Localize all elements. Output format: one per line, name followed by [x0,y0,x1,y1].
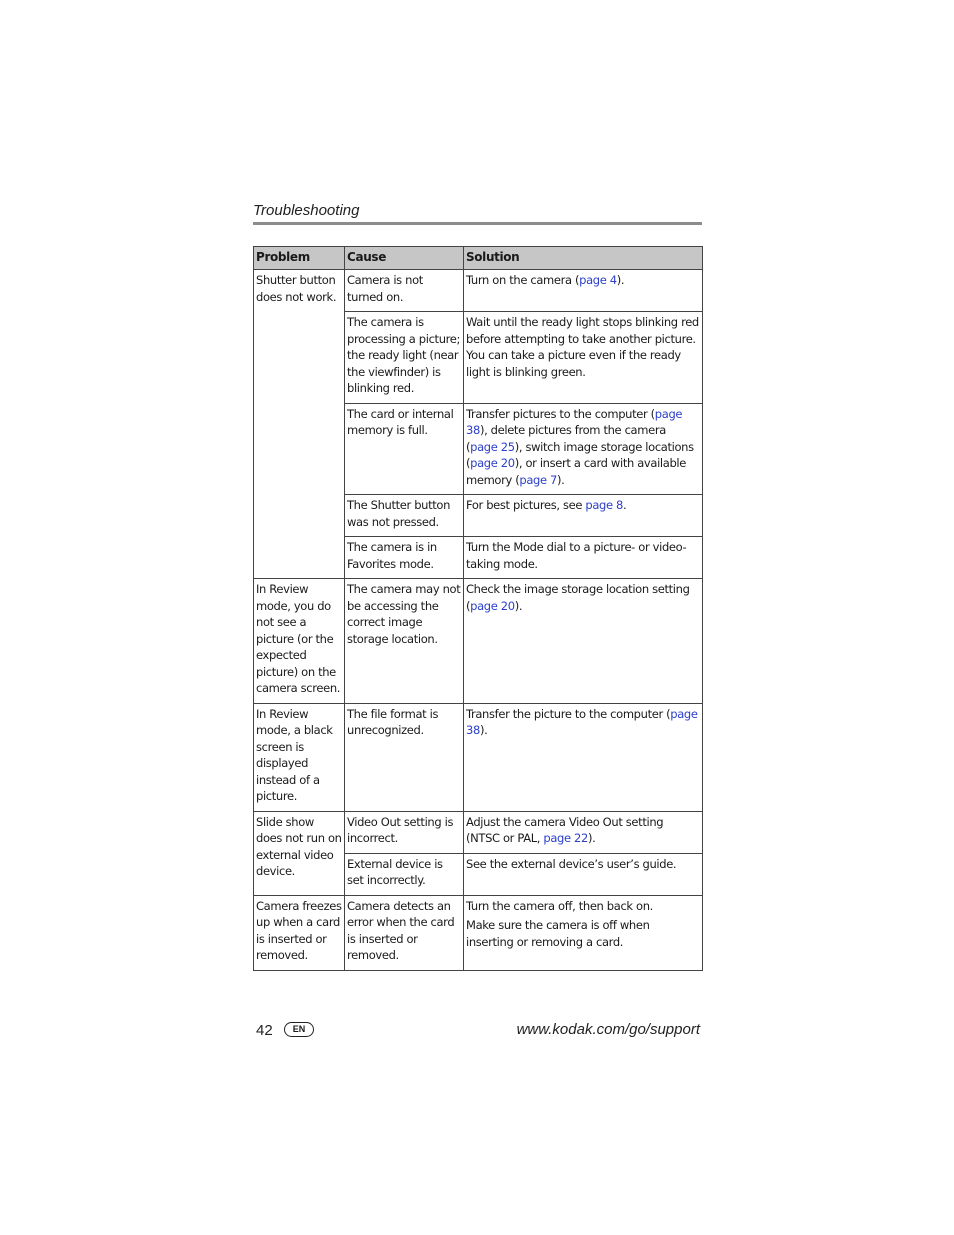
cause-cell: Camera is not turned on. [345,270,464,312]
solution-text: ), or insert a card with available memory ( [466,456,686,487]
table-row [254,579,703,704]
solution-text: ). [514,598,523,613]
solution-text: . [622,498,627,512]
solution-text: Wait until the ready light stops blinking red before attempting to take another picture. You can take a picture even if the ready light is blinking green. [466,315,699,379]
solution-cell [464,703,703,811]
header-divider [253,222,702,225]
solution-paragraph [466,539,700,572]
solution-text: Make sure the camera is off when inserting or removing a card. [466,918,650,949]
cause-cell: External device is set incorrectly. [345,853,464,895]
solution-text: Turn the Mode dial to a picture- or video-taking mode. [466,540,687,571]
page-reference-link[interactable]: page 22 [543,831,588,845]
column-header-cause: Cause [345,247,464,270]
solution-paragraph [466,706,700,739]
cause-cell: The card or internal memory is full. [345,403,464,495]
table-row [254,703,703,811]
problem-cell: Slide show does not run on external video device. [254,811,345,895]
solution-cell [464,537,703,579]
page-reference-link[interactable]: page 20 [470,456,515,470]
solution-cell [464,403,703,495]
solution-cell [464,312,703,404]
solution-text: Transfer pictures to the computer ( [466,406,655,421]
cause-cell: The Shutter button was not pressed. [345,495,464,537]
column-header-problem: Problem [254,247,345,270]
support-url[interactable]: www.kodak.com/go/support [516,1021,700,1038]
cause-cell: The camera is in Favorites mode. [345,537,464,579]
problem-cell: Shutter button does not work. [254,270,345,579]
solution-text: For best pictures, see [466,498,586,512]
solution-paragraph [466,406,700,489]
table-row [254,811,703,853]
solution-cell [464,895,703,970]
page-reference-link[interactable]: page 4 [579,273,617,287]
solution-paragraph [466,917,700,950]
table-row [254,895,703,970]
solution-cell [464,853,703,895]
problem-cell: In Review mode, you do not see a picture (or the expected picture) on the camera screen. [254,579,345,704]
table-row [254,270,703,312]
solution-cell [464,495,703,537]
troubleshooting-table [253,246,703,971]
problem-cell: In Review mode, a black screen is displayed instead of a picture. [254,703,345,811]
page-reference-link[interactable]: page 38 [466,406,683,437]
solution-text: ), switch image storage locations ( [466,439,694,470]
cause-cell: The camera is processing a picture; the ready light (near the viewfinder) is blinking red. [345,312,464,404]
table-body [254,270,703,971]
solution-cell [464,579,703,704]
solution-paragraph [466,898,700,915]
solution-text: Check the image storage location setting ( [466,582,690,613]
solution-cell [464,270,703,312]
page-number: 42 [256,1022,273,1039]
page-reference-link[interactable]: page 38 [466,706,698,737]
page-reference-link[interactable]: page 25 [470,439,515,454]
page-reference-link[interactable]: page 8 [585,498,623,512]
solution-paragraph [466,497,700,514]
solution-text: Adjust the camera Video Out setting (NTSC or PAL, [466,814,664,845]
solution-paragraph [466,856,700,873]
column-header-solution: Solution [464,247,703,270]
solution-text: Turn on the camera ( [466,273,580,287]
solution-text: ). [557,472,565,487]
solution-text: ), delete pictures from the camera ( [466,423,666,454]
solution-paragraph [466,581,700,614]
cause-cell: Video Out setting is incorrect. [345,811,464,853]
table-header-row [254,247,703,270]
cause-cell: The file format is unrecognized. [345,703,464,811]
page-reference-link[interactable]: page 20 [470,598,515,613]
solution-text: ). [616,273,625,287]
solution-text: ). [587,831,596,845]
solution-text: ). [479,723,488,737]
page-reference-link[interactable]: page 7 [519,472,558,487]
solution-paragraph [466,814,700,847]
solution-text: Transfer the picture to the computer ( [466,706,671,721]
language-badge: EN [284,1022,314,1037]
cause-cell: The camera may not be accessing the correct image storage location. [345,579,464,704]
solution-text: Turn the camera off, then back on. [466,898,653,913]
cause-cell: Camera detects an error when the card is inserted or removed. [345,895,464,970]
solution-text: See the external device’s user’s guide. [466,856,677,871]
solution-cell [464,811,703,853]
solution-paragraph [466,272,700,289]
section-title: Troubleshooting [253,202,360,219]
problem-cell: Camera freezes up when a card is inserted or removed. [254,895,345,970]
solution-paragraph [466,314,700,380]
